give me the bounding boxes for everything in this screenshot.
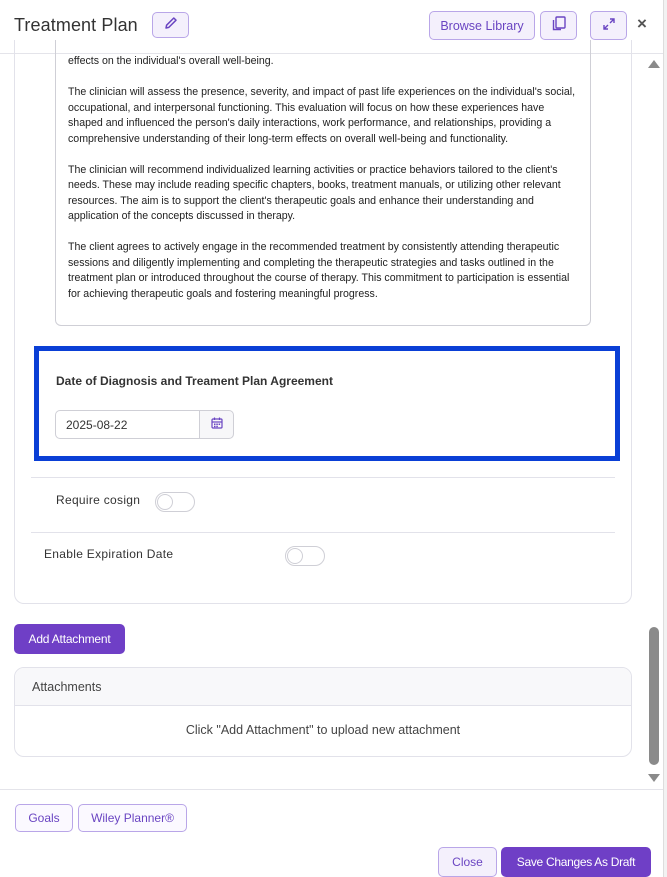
require-cosign-toggle[interactable] bbox=[155, 492, 195, 512]
vertical-scrollbar[interactable] bbox=[646, 54, 662, 788]
diagnosis-date-input[interactable]: 2025-08-22 bbox=[55, 410, 200, 439]
window-edge bbox=[663, 0, 667, 877]
close-dialog-icon[interactable]: × bbox=[637, 14, 647, 33]
pencil-icon bbox=[164, 16, 178, 35]
add-attachment-button[interactable]: Add Attachment bbox=[14, 624, 125, 654]
attachments-title: Attachments bbox=[32, 680, 102, 694]
require-cosign-label: Require cosign bbox=[56, 493, 141, 507]
dialog-title: Treatment Plan bbox=[14, 15, 138, 35]
close-button[interactable]: Close bbox=[438, 847, 497, 877]
scroll-down-arrow-icon[interactable] bbox=[648, 774, 660, 782]
browse-library-button[interactable]: Browse Library bbox=[429, 11, 535, 40]
diagnosis-date-label: Date of Diagnosis and Treament Plan Agreement bbox=[56, 374, 333, 388]
scroll-up-arrow-icon[interactable] bbox=[648, 60, 660, 68]
footer-divider bbox=[0, 789, 667, 790]
treatment-text bbox=[68, 54, 580, 318]
expiration-date-toggle[interactable] bbox=[285, 546, 325, 566]
treatment-paragraph: effects on the individual's overall well-being. bbox=[68, 55, 274, 67]
diagnosis-date-highlight bbox=[34, 346, 620, 461]
edit-title-button[interactable] bbox=[152, 12, 189, 38]
treatment-paragraph: The clinician will recommend individualized learning activities or practice behaviors tailored to the client's needs. These may include reading specific chapters, books, treatment manuals, or utilizing other relevant resources. The aim is to support the client's therapeutic goals and enhance their understanding and application of the concepts discussed in therapy. bbox=[68, 163, 561, 222]
save-draft-button[interactable]: Save Changes As Draft bbox=[501, 847, 651, 877]
attachments-card bbox=[14, 667, 632, 757]
calendar-icon bbox=[211, 416, 223, 434]
calendar-button[interactable] bbox=[199, 410, 234, 439]
toggle-knob bbox=[287, 548, 303, 564]
attachments-empty-text: Click "Add Attachment" to upload new attachment bbox=[185, 723, 461, 737]
treatment-paragraph: The clinician will assess the presence, severity, and impact of past life experiences on the individual's social, occupational, and interpersonal functioning. This evaluation will focus on how these experiences have shaped and influenced the person's daily interactions, work performance, and relationships, providing a comprehensive understanding of their long-term effects on overall well-being and functionality. bbox=[68, 86, 576, 145]
scrollbar-thumb[interactable] bbox=[649, 627, 659, 765]
expand-icon bbox=[603, 17, 615, 35]
divider bbox=[31, 532, 615, 533]
wiley-planner-tab-button[interactable]: Wiley Planner® bbox=[78, 804, 187, 832]
goals-tab-button[interactable]: Goals bbox=[15, 804, 73, 832]
treatment-paragraph: The client agrees to actively engage in the recommended treatment by consistently attending therapeutic sessions and diligently implementing and completing the therapeutic strategies and tasks outlined in the treatment plan or introduced throughout the course of therapy. This commitment to participation is essential for achieving therapeutic goals and fostering meaningful progress. bbox=[68, 241, 570, 300]
expand-button[interactable] bbox=[590, 11, 627, 40]
expiration-date-label: Enable Expiration Date bbox=[44, 547, 174, 561]
attachments-header bbox=[15, 668, 631, 706]
toggle-knob bbox=[157, 494, 173, 510]
copy-icon bbox=[552, 16, 566, 36]
divider bbox=[31, 477, 615, 478]
copy-button[interactable] bbox=[540, 11, 577, 40]
